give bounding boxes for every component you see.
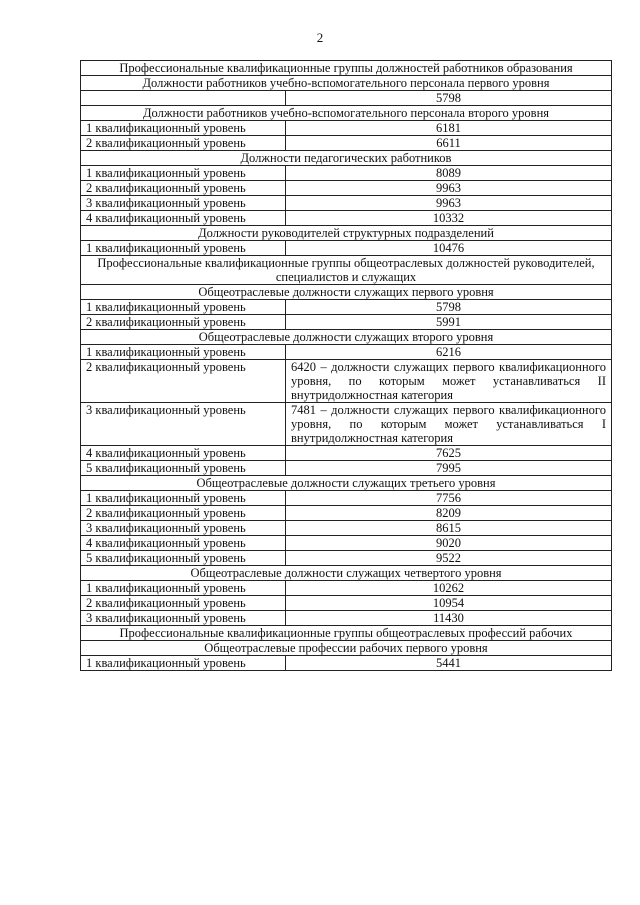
salary-value-cell: 9020 — [286, 536, 612, 551]
salary-value-cell: 7995 — [286, 461, 612, 476]
qualification-level-cell: 1 квалификационный уровень — [81, 345, 286, 360]
salary-value-cell: 11430 — [286, 611, 612, 626]
salary-value-cell: 10476 — [286, 241, 612, 256]
table-row — [81, 446, 612, 461]
table-row — [81, 536, 612, 551]
qualification-level-cell: 3 квалификационный уровень — [81, 521, 286, 536]
table-row — [81, 91, 612, 106]
group-header: Общеотраслевые профессии рабочих первого уровня — [81, 641, 612, 656]
salary-table — [80, 60, 612, 671]
salary-value-cell: 5798 — [286, 91, 612, 106]
table-row — [81, 121, 612, 136]
salary-value-cell: 6181 — [286, 121, 612, 136]
salary-value-cell: 8089 — [286, 166, 612, 181]
table-row — [81, 196, 612, 211]
salary-value-cell: 5441 — [286, 656, 612, 671]
salary-value-cell: 8615 — [286, 521, 612, 536]
group-header-row — [81, 226, 612, 241]
qualification-level-cell: 5 квалификационный уровень — [81, 551, 286, 566]
group-header: Должности педагогических работников — [81, 151, 612, 166]
salary-value-cell: 6611 — [286, 136, 612, 151]
qualification-level-cell: 1 квалификационный уровень — [81, 300, 286, 315]
qualification-level-cell: 2 квалификационный уровень — [81, 181, 286, 196]
table-row — [81, 461, 612, 476]
group-header: Должности работников учебно-вспомогательного персонала первого уровня — [81, 76, 612, 91]
table-row — [81, 491, 612, 506]
table-row — [81, 521, 612, 536]
qualification-level-cell — [81, 91, 286, 106]
salary-table-body — [81, 61, 612, 671]
salary-value-cell: 6420 – должности служащих первого квалификационного уровня, по которым может устанавливаться II внутридолжностная категория — [286, 360, 612, 403]
group-header-row — [81, 76, 612, 91]
salary-value-cell: 7756 — [286, 491, 612, 506]
table-row — [81, 360, 612, 403]
group-header: Должности руководителей структурных подразделений — [81, 226, 612, 241]
group-header-row — [81, 61, 612, 76]
group-header-row — [81, 285, 612, 300]
qualification-level-cell: 1 квалификационный уровень — [81, 241, 286, 256]
qualification-level-cell: 2 квалификационный уровень — [81, 506, 286, 521]
group-header: Общеотраслевые должности служащих второго уровня — [81, 330, 612, 345]
table-row — [81, 506, 612, 521]
group-header-row — [81, 330, 612, 345]
qualification-level-cell: 3 квалификационный уровень — [81, 403, 286, 446]
table-row — [81, 136, 612, 151]
group-header: Профессиональные квалификационные группы общеотраслевых должностей руководителей, специалистов и служащих — [81, 256, 612, 285]
table-row — [81, 611, 612, 626]
table-row — [81, 403, 612, 446]
qualification-level-cell: 1 квалификационный уровень — [81, 656, 286, 671]
qualification-level-cell: 1 квалификационный уровень — [81, 581, 286, 596]
table-row — [81, 300, 612, 315]
salary-value-cell: 9963 — [286, 181, 612, 196]
salary-value-cell: 7481 – должности служащих первого квалификационного уровня, по которым может устанавливаться I внутридолжностная категория — [286, 403, 612, 446]
group-header-row — [81, 256, 612, 285]
qualification-level-cell: 4 квалификационный уровень — [81, 211, 286, 226]
qualification-level-cell: 4 квалификационный уровень — [81, 536, 286, 551]
group-header: Общеотраслевые должности служащих четвертого уровня — [81, 566, 612, 581]
qualification-level-cell: 3 квалификационный уровень — [81, 611, 286, 626]
table-row — [81, 166, 612, 181]
salary-value-cell: 9522 — [286, 551, 612, 566]
salary-value-cell: 10332 — [286, 211, 612, 226]
group-header-row — [81, 476, 612, 491]
qualification-level-cell: 2 квалификационный уровень — [81, 315, 286, 330]
table-row — [81, 315, 612, 330]
group-header: Общеотраслевые должности служащих первого уровня — [81, 285, 612, 300]
table-row — [81, 211, 612, 226]
salary-value-cell: 10262 — [286, 581, 612, 596]
qualification-level-cell: 2 квалификационный уровень — [81, 596, 286, 611]
qualification-level-cell: 1 квалификационный уровень — [81, 121, 286, 136]
table-row — [81, 581, 612, 596]
group-header-row — [81, 641, 612, 656]
group-header: Должности работников учебно-вспомогательного персонала второго уровня — [81, 106, 612, 121]
group-header: Профессиональные квалификационные группы должностей работников образования — [81, 61, 612, 76]
salary-value-cell: 8209 — [286, 506, 612, 521]
qualification-level-cell: 1 квалификационный уровень — [81, 491, 286, 506]
salary-value-cell: 10954 — [286, 596, 612, 611]
table-row — [81, 596, 612, 611]
page-number: 2 — [316, 30, 324, 45]
salary-value-cell: 7625 — [286, 446, 612, 461]
salary-value-cell: 9963 — [286, 196, 612, 211]
table-row — [81, 345, 612, 360]
qualification-level-cell: 2 квалификационный уровень — [81, 136, 286, 151]
qualification-level-cell: 1 квалификационный уровень — [81, 166, 286, 181]
qualification-level-cell: 3 квалификационный уровень — [81, 196, 286, 211]
group-header: Общеотраслевые должности служащих третьего уровня — [81, 476, 612, 491]
qualification-level-cell: 2 квалификационный уровень — [81, 360, 286, 403]
group-header-row — [81, 106, 612, 121]
qualification-level-cell: 4 квалификационный уровень — [81, 446, 286, 461]
table-row — [81, 181, 612, 196]
group-header-row — [81, 626, 612, 641]
group-header-row — [81, 151, 612, 166]
table-row — [81, 551, 612, 566]
qualification-level-cell: 5 квалификационный уровень — [81, 461, 286, 476]
salary-value-cell: 6216 — [286, 345, 612, 360]
group-header-row — [81, 566, 612, 581]
table-row — [81, 656, 612, 671]
salary-value-cell: 5798 — [286, 300, 612, 315]
salary-value-cell: 5991 — [286, 315, 612, 330]
group-header: Профессиональные квалификационные группы общеотраслевых профессий рабочих — [81, 626, 612, 641]
table-row — [81, 241, 612, 256]
